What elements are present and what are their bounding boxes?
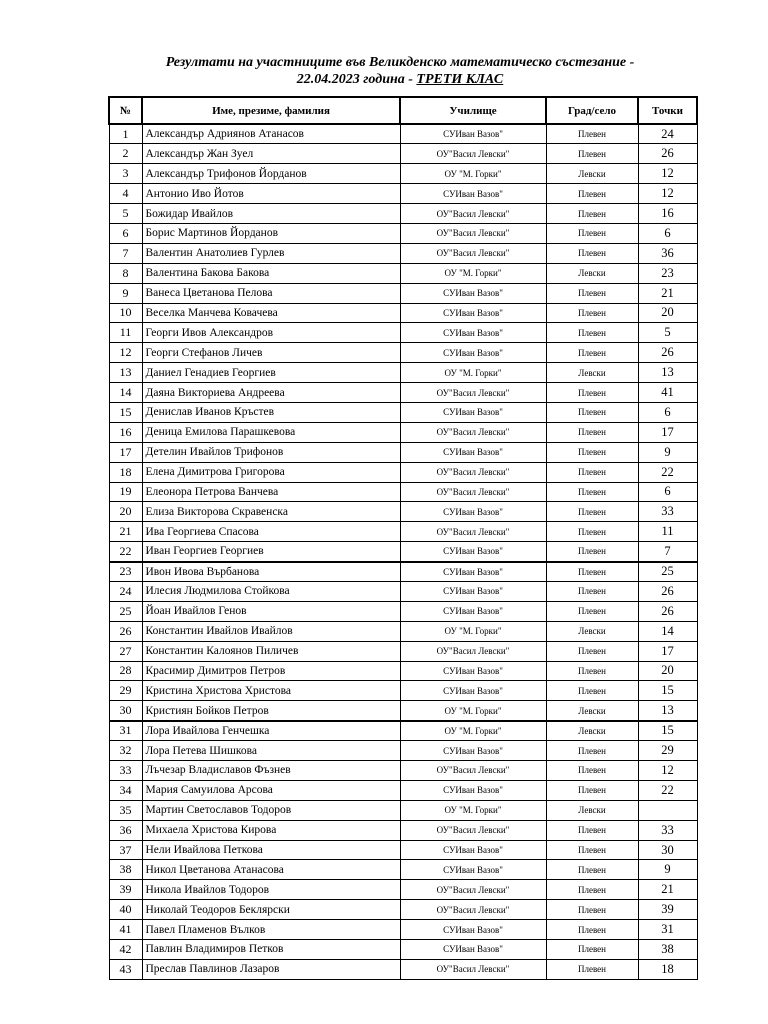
school-name: ОУ"Васил Левски" <box>400 462 546 482</box>
points-value: 22 <box>638 780 697 800</box>
row-number: 5 <box>109 204 142 224</box>
participant-name: Веселка Манчева Ковачева <box>142 303 400 323</box>
school-name: СУИван Вазов" <box>400 920 546 940</box>
school-name: ОУ"Васил Левски" <box>400 482 546 502</box>
city-name: Плевен <box>546 482 638 502</box>
points-value: 5 <box>638 323 697 343</box>
school-name: ОУ"Васил Левски" <box>400 422 546 442</box>
points-value: 41 <box>638 383 697 403</box>
points-value: 13 <box>638 701 697 721</box>
city-name: Плевен <box>546 522 638 542</box>
points-value: 6 <box>638 482 697 502</box>
participant-name: Александър Жан Зуел <box>142 144 400 164</box>
row-number: 15 <box>109 402 142 422</box>
city-name: Плевен <box>546 741 638 761</box>
row-number: 10 <box>109 303 142 323</box>
header-num: № <box>109 97 142 124</box>
city-name: Плевен <box>546 402 638 422</box>
school-name: ОУ "М. Горки" <box>400 621 546 641</box>
participant-name: Борис Мартинов Йорданов <box>142 223 400 243</box>
points-value: 21 <box>638 283 697 303</box>
school-name: СУИван Вазов" <box>400 184 546 204</box>
points-value: 20 <box>638 661 697 681</box>
points-value: 36 <box>638 243 697 263</box>
participant-name: Константин Ивайлов Ивайлов <box>142 621 400 641</box>
participant-name: Кристина Христова Христова <box>142 681 400 701</box>
row-number: 38 <box>109 860 142 880</box>
city-name: Плевен <box>546 562 638 582</box>
city-name: Плевен <box>546 581 638 601</box>
points-value <box>638 800 697 820</box>
table-row <box>109 482 697 502</box>
participant-name: Павлин Владимиров Петков <box>142 940 400 960</box>
participant-name: Детелин Ивайлов Трифонов <box>142 442 400 462</box>
table-row <box>109 701 697 721</box>
table-row <box>109 820 697 840</box>
participant-name: Михаела Христова Кирова <box>142 820 400 840</box>
table-row <box>109 462 697 482</box>
city-name: Плевен <box>546 920 638 940</box>
points-value: 39 <box>638 900 697 920</box>
points-value: 14 <box>638 621 697 641</box>
points-value: 21 <box>638 880 697 900</box>
points-value: 12 <box>638 164 697 184</box>
table-row <box>109 840 697 860</box>
participant-name: Валентин Анатолиев Гурлев <box>142 243 400 263</box>
row-number: 31 <box>109 721 142 741</box>
document-title <box>100 54 700 88</box>
table-row <box>109 880 697 900</box>
row-number: 43 <box>109 959 142 979</box>
table-row <box>109 721 697 741</box>
city-name: Плевен <box>546 840 638 860</box>
participant-name: Нели Ивайлова Петкова <box>142 840 400 860</box>
school-name: СУИван Вазов" <box>400 124 546 144</box>
table-row <box>109 959 697 979</box>
city-name: Левски <box>546 800 638 820</box>
city-name: Плевен <box>546 820 638 840</box>
points-value: 22 <box>638 462 697 482</box>
school-name: СУИван Вазов" <box>400 402 546 422</box>
city-name: Левски <box>546 621 638 641</box>
school-name: ОУ "М. Горки" <box>400 800 546 820</box>
points-value: 26 <box>638 581 697 601</box>
school-name: ОУ"Васил Левски" <box>400 144 546 164</box>
title-line-2 <box>100 71 700 88</box>
table-row <box>109 581 697 601</box>
row-number: 21 <box>109 522 142 542</box>
row-number: 40 <box>109 900 142 920</box>
row-number: 24 <box>109 581 142 601</box>
city-name: Плевен <box>546 542 638 562</box>
city-name: Плевен <box>546 303 638 323</box>
participant-name: Николай Теодоров Беклярски <box>142 900 400 920</box>
points-value: 12 <box>638 761 697 781</box>
participant-name: Мартин Светославов Тодоров <box>142 800 400 820</box>
school-name: ОУ"Васил Левски" <box>400 959 546 979</box>
points-value: 24 <box>638 124 697 144</box>
participant-name: Георги Стефанов Личев <box>142 343 400 363</box>
table-row <box>109 502 697 522</box>
row-number: 1 <box>109 124 142 144</box>
city-name: Плевен <box>546 761 638 781</box>
row-number: 7 <box>109 243 142 263</box>
school-name: СУИван Вазов" <box>400 581 546 601</box>
row-number: 23 <box>109 562 142 582</box>
table-row <box>109 184 697 204</box>
points-value: 30 <box>638 840 697 860</box>
title-date: 22.04.2023 година - <box>296 72 413 87</box>
school-name: СУИван Вазов" <box>400 741 546 761</box>
school-name: ОУ"Васил Левски" <box>400 204 546 224</box>
city-name: Плевен <box>546 661 638 681</box>
city-name: Левски <box>546 701 638 721</box>
participant-name: Иван Георгиев Георгиев <box>142 542 400 562</box>
participant-name: Лора Петева Шишкова <box>142 741 400 761</box>
table-row <box>109 780 697 800</box>
school-name: СУИван Вазов" <box>400 780 546 800</box>
points-value: 15 <box>638 681 697 701</box>
table-row <box>109 741 697 761</box>
table-row <box>109 343 697 363</box>
table-row <box>109 263 697 283</box>
participant-name: Ивон Ивова Върбанова <box>142 562 400 582</box>
points-value: 18 <box>638 959 697 979</box>
city-name: Плевен <box>546 204 638 224</box>
school-name: СУИван Вазов" <box>400 661 546 681</box>
table-row <box>109 800 697 820</box>
city-name: Левски <box>546 263 638 283</box>
row-number: 27 <box>109 641 142 661</box>
table-row <box>109 363 697 383</box>
points-value: 38 <box>638 940 697 960</box>
school-name: СУИван Вазов" <box>400 283 546 303</box>
city-name: Плевен <box>546 124 638 144</box>
table-body <box>109 124 697 979</box>
row-number: 12 <box>109 343 142 363</box>
city-name: Плевен <box>546 502 638 522</box>
school-name: ОУ "М. Горки" <box>400 263 546 283</box>
table-row <box>109 542 697 562</box>
city-name: Плевен <box>546 681 638 701</box>
points-value: 6 <box>638 223 697 243</box>
points-value: 33 <box>638 502 697 522</box>
city-name: Плевен <box>546 780 638 800</box>
participant-name: Лора Ивайлова Генчешка <box>142 721 400 741</box>
city-name: Плевен <box>546 323 638 343</box>
city-name: Плевен <box>546 223 638 243</box>
row-number: 14 <box>109 383 142 403</box>
city-name: Левски <box>546 363 638 383</box>
table-row <box>109 283 697 303</box>
city-name: Плевен <box>546 442 638 462</box>
points-value: 17 <box>638 422 697 442</box>
school-name: ОУ"Васил Левски" <box>400 761 546 781</box>
school-name: СУИван Вазов" <box>400 601 546 621</box>
participant-name: Даяна Викториева Андреева <box>142 383 400 403</box>
city-name: Плевен <box>546 383 638 403</box>
row-number: 2 <box>109 144 142 164</box>
participant-name: Преслав Павлинов Лазаров <box>142 959 400 979</box>
points-value: 6 <box>638 402 697 422</box>
points-value: 25 <box>638 562 697 582</box>
school-name: СУИван Вазов" <box>400 323 546 343</box>
table-row <box>109 422 697 442</box>
city-name: Плевен <box>546 900 638 920</box>
row-number: 41 <box>109 920 142 940</box>
participant-name: Никола Ивайлов Тодоров <box>142 880 400 900</box>
participant-name: Илесия Людмилова Стойкова <box>142 581 400 601</box>
table-header-row <box>109 97 697 124</box>
points-value: 9 <box>638 860 697 880</box>
row-number: 20 <box>109 502 142 522</box>
row-number: 37 <box>109 840 142 860</box>
row-number: 28 <box>109 661 142 681</box>
points-value: 26 <box>638 601 697 621</box>
city-name: Плевен <box>546 959 638 979</box>
school-name: СУИван Вазов" <box>400 542 546 562</box>
table-row <box>109 164 697 184</box>
participant-name: Кристиян Бойков Петров <box>142 701 400 721</box>
participant-name: Александър Адриянов Атанасов <box>142 124 400 144</box>
table-row <box>109 303 697 323</box>
row-number: 32 <box>109 741 142 761</box>
points-value: 23 <box>638 263 697 283</box>
participant-name: Павел Пламенов Вълков <box>142 920 400 940</box>
points-value: 33 <box>638 820 697 840</box>
row-number: 33 <box>109 761 142 781</box>
header-name: Име, презиме, фамилия <box>142 97 400 124</box>
school-name: ОУ"Васил Левски" <box>400 522 546 542</box>
school-name: СУИван Вазов" <box>400 860 546 880</box>
row-number: 42 <box>109 940 142 960</box>
school-name: ОУ"Васил Левски" <box>400 641 546 661</box>
participant-name: Мария Самуилова Арсова <box>142 780 400 800</box>
table-row <box>109 661 697 681</box>
city-name: Левски <box>546 721 638 741</box>
city-name: Плевен <box>546 462 638 482</box>
table-row <box>109 323 697 343</box>
table-row <box>109 383 697 403</box>
row-number: 22 <box>109 542 142 562</box>
points-value: 26 <box>638 343 697 363</box>
points-value: 7 <box>638 542 697 562</box>
table-row <box>109 860 697 880</box>
table-row <box>109 144 697 164</box>
table-row <box>109 900 697 920</box>
city-name: Плевен <box>546 641 638 661</box>
participant-name: Йоан Ивайлов Генов <box>142 601 400 621</box>
points-value: 16 <box>638 204 697 224</box>
points-value: 20 <box>638 303 697 323</box>
table-row <box>109 621 697 641</box>
city-name: Плевен <box>546 184 638 204</box>
table-row <box>109 442 697 462</box>
row-number: 17 <box>109 442 142 462</box>
points-value: 29 <box>638 741 697 761</box>
row-number: 34 <box>109 780 142 800</box>
title-class: ТРЕТИ КЛАС <box>416 72 504 87</box>
city-name: Плевен <box>546 422 638 442</box>
city-name: Плевен <box>546 343 638 363</box>
table-row <box>109 522 697 542</box>
participant-name: Лъчезар Владиславов Фъзнев <box>142 761 400 781</box>
points-value: 17 <box>638 641 697 661</box>
points-value: 12 <box>638 184 697 204</box>
participant-name: Ива Георгиева Спасова <box>142 522 400 542</box>
row-number: 26 <box>109 621 142 641</box>
school-name: ОУ"Васил Левски" <box>400 383 546 403</box>
table-row <box>109 243 697 263</box>
city-name: Левски <box>546 164 638 184</box>
school-name: ОУ "М. Горки" <box>400 164 546 184</box>
results-table <box>108 96 698 980</box>
school-name: ОУ "М. Горки" <box>400 363 546 383</box>
row-number: 19 <box>109 482 142 502</box>
city-name: Плевен <box>546 283 638 303</box>
table-row <box>109 124 697 144</box>
city-name: Плевен <box>546 880 638 900</box>
participant-name: Ванеса Цветанова Пелова <box>142 283 400 303</box>
table-row <box>109 920 697 940</box>
school-name: СУИван Вазов" <box>400 681 546 701</box>
table-row <box>109 940 697 960</box>
school-name: ОУ"Васил Левски" <box>400 900 546 920</box>
table-row <box>109 562 697 582</box>
row-number: 39 <box>109 880 142 900</box>
points-value: 31 <box>638 920 697 940</box>
table-row <box>109 761 697 781</box>
city-name: Плевен <box>546 243 638 263</box>
city-name: Плевен <box>546 860 638 880</box>
school-name: ОУ "М. Горки" <box>400 701 546 721</box>
participant-name: Елиза Викторова Скравенска <box>142 502 400 522</box>
row-number: 11 <box>109 323 142 343</box>
school-name: ОУ"Васил Левски" <box>400 820 546 840</box>
school-name: СУИван Вазов" <box>400 840 546 860</box>
table-row <box>109 223 697 243</box>
participant-name: Елена Димитрова Григорова <box>142 462 400 482</box>
school-name: ОУ"Васил Левски" <box>400 880 546 900</box>
city-name: Плевен <box>546 144 638 164</box>
school-name: СУИван Вазов" <box>400 562 546 582</box>
city-name: Плевен <box>546 940 638 960</box>
table-row <box>109 204 697 224</box>
row-number: 35 <box>109 800 142 820</box>
table-row <box>109 681 697 701</box>
participant-name: Божидар Ивайлов <box>142 204 400 224</box>
participant-name: Валентина Бакова Бакова <box>142 263 400 283</box>
row-number: 29 <box>109 681 142 701</box>
row-number: 16 <box>109 422 142 442</box>
row-number: 13 <box>109 363 142 383</box>
school-name: ОУ "М. Горки" <box>400 721 546 741</box>
school-name: СУИван Вазов" <box>400 442 546 462</box>
title-line-1: Резултати на участниците във Великденско математическо състезание - <box>165 55 635 70</box>
participant-name: Никол Цветанова Атанасова <box>142 860 400 880</box>
points-value: 13 <box>638 363 697 383</box>
school-name: СУИван Вазов" <box>400 303 546 323</box>
participant-name: Антонио Иво Йотов <box>142 184 400 204</box>
school-name: СУИван Вазов" <box>400 343 546 363</box>
school-name: ОУ"Васил Левски" <box>400 243 546 263</box>
points-value: 9 <box>638 442 697 462</box>
table-row <box>109 601 697 621</box>
row-number: 8 <box>109 263 142 283</box>
points-value: 11 <box>638 522 697 542</box>
row-number: 9 <box>109 283 142 303</box>
school-name: СУИван Вазов" <box>400 502 546 522</box>
header-city: Град/село <box>546 97 638 124</box>
row-number: 30 <box>109 701 142 721</box>
participant-name: Красимир Димитров Петров <box>142 661 400 681</box>
participant-name: Елеонора Петрова Ванчева <box>142 482 400 502</box>
table-row <box>109 641 697 661</box>
row-number: 25 <box>109 601 142 621</box>
points-value: 15 <box>638 721 697 741</box>
row-number: 36 <box>109 820 142 840</box>
row-number: 3 <box>109 164 142 184</box>
participant-name: Александър Трифонов Йорданов <box>142 164 400 184</box>
participant-name: Константин Калоянов Пиличев <box>142 641 400 661</box>
participant-name: Георги Ивов Александров <box>142 323 400 343</box>
row-number: 6 <box>109 223 142 243</box>
city-name: Плевен <box>546 601 638 621</box>
participant-name: Даниел Генадиев Георгиев <box>142 363 400 383</box>
participant-name: Денислав Иванов Кръстев <box>142 402 400 422</box>
table-row <box>109 402 697 422</box>
row-number: 18 <box>109 462 142 482</box>
participant-name: Деница Емилова Парашкевова <box>142 422 400 442</box>
header-points: Точки <box>638 97 697 124</box>
points-value: 26 <box>638 144 697 164</box>
header-school: Училище <box>400 97 546 124</box>
school-name: СУИван Вазов" <box>400 940 546 960</box>
row-number: 4 <box>109 184 142 204</box>
school-name: ОУ"Васил Левски" <box>400 223 546 243</box>
